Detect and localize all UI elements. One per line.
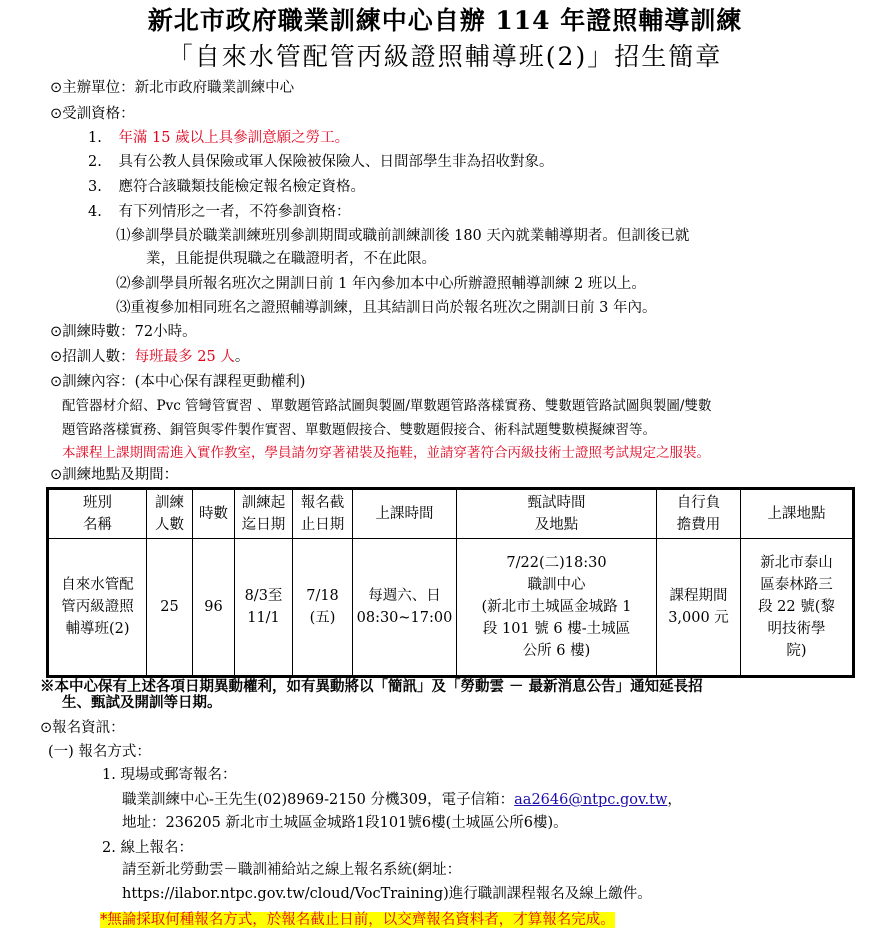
eligibility-item-4: 4. 有下列情形之一者，不符參訓資格： xyxy=(88,204,351,220)
cell-fee: 課程期間 3,000 元 xyxy=(657,539,741,677)
cell-deadline: 7/18 (五) xyxy=(293,539,353,677)
registration-address: 地址：236205 新北市土城區金城路1段101號6樓(土城區公所6樓)。 xyxy=(122,815,568,831)
eligibility-subitem-1: ⑴參訓學員於職業訓練班別參訓期間或職前訓練訓後 180 天內就業輔導期者。但訓後已就 xyxy=(116,228,690,244)
header-trainees: 訓練 人數 xyxy=(147,489,193,539)
cell-location: 新北市泰山 區泰林路三 段 22 號(黎 明技術學 院) xyxy=(741,539,854,677)
registration-contact: 職業訓練中心-王先生(02)8969-2150 分機309，電子信箱：aa2646@ntpc.gov.tw， xyxy=(122,792,682,808)
bullet-icon: ⊙ xyxy=(50,106,63,122)
organizer-line xyxy=(50,77,294,99)
eligibility-item-3: 3. 應符合該職類技能檢定報名檢定資格。 xyxy=(88,179,365,195)
cell-hours: 96 xyxy=(193,539,235,677)
bullet-icon: ⊙ xyxy=(50,349,63,365)
cell-trainees: 25 xyxy=(147,539,193,677)
header-deadline: 報名截 止日期 xyxy=(293,489,353,539)
eligibility-heading: ⊙受訓資格： xyxy=(50,106,135,122)
schedule-heading: ⊙訓練地點及期間： xyxy=(50,467,179,483)
bullet-icon: ⊙ xyxy=(50,467,63,483)
training-quota: ⊙招訓人數：每班最多 25 人。 xyxy=(50,349,250,365)
content-heading: ⊙訓練內容：(本中心保有課程更動權利) xyxy=(50,374,306,390)
registration-method-heading: (一) 報名方式： xyxy=(48,744,151,760)
footnote-line-2: 生、甄試及開訓等日期。 xyxy=(62,694,222,711)
cell-exam: 7/22(二)18:30 職訓中心 (新北市土城區金城路 1 段 101 號 6 樓-土城區 公所 6 樓) xyxy=(457,539,657,677)
content-line-2: 題管路落樣實務、銅管與零件製作實習、單數題假接合、雙數題假接合、術科試題雙數模擬練習等。 xyxy=(62,422,656,438)
header-fee: 自行負 擔費用 xyxy=(657,489,741,539)
registration-onsite-title: 1. 現場或郵寄報名： xyxy=(102,767,237,783)
cell-period: 8/3至 11/1 xyxy=(235,539,293,677)
registration-online-line-2: https://ilabor.ntpc.gov.tw/cloud/VocTraining)進行職訓課程報名及線上繳件。 xyxy=(122,886,652,902)
content-line-1: 配管器材介紹、Pvc 管彎管實習 、單數題管路試圖與製圖/單數題管路落樣實務、雙數題管路試圖與製圖/雙數 xyxy=(62,398,712,414)
training-hours: ⊙訓練時數：72小時。 xyxy=(50,324,197,340)
page-subtitle: 「自來水管配管丙級證照輔導班(2)」招生簡章 xyxy=(167,42,723,71)
cell-class-time: 每週六、日 08:30~17:00 xyxy=(353,539,457,677)
organizer-text: 主辦單位：新北市政府職業訓練中心 xyxy=(62,80,295,96)
eligibility-subitem-3: ⑶重複參加相同班名之證照輔導訓練，且其結訓日尚於報名班次之開訓日前 3 年內。 xyxy=(116,300,657,316)
registration-notice: *無論採取何種報名方式，於報名截止日前，以交齊報名資料者，才算報名完成。 xyxy=(100,912,615,928)
footnote-line-1: ※本中心保有上述各項日期異動權利，如有異動將以「簡訊」及「勞動雲 － 最新消息公告」通知延長招 xyxy=(40,678,703,695)
eligibility-item-1: 1. 年滿 15 歲以上具參訓意願之勞工。 xyxy=(88,130,350,146)
header-class-time: 上課時間 xyxy=(353,489,457,539)
table-row xyxy=(48,539,854,677)
bullet-icon: ⊙ xyxy=(50,374,63,390)
header-class-name: 班別 名稱 xyxy=(48,489,147,539)
content-notice: 本課程上課期間需進入實作教室，學員請勿穿著裙裝及拖鞋，並請穿著符合丙級技術士證照考試規定之服裝。 xyxy=(62,445,710,461)
page-title: 新北市政府職業訓練中心自辦 114 年證照輔導訓練 xyxy=(147,6,743,35)
header-hours: 時數 xyxy=(193,489,235,539)
bullet-icon: ⊙ xyxy=(40,720,53,736)
header-period: 訓練起 迄日期 xyxy=(235,489,293,539)
cell-class-name: 自來水管配 管丙級證照 輔導班(2) xyxy=(48,539,147,677)
table-header-row xyxy=(48,489,854,539)
header-location: 上課地點 xyxy=(741,489,854,539)
eligibility-subitem-2: ⑵參訓學員所報名班次之開訓日前 1 年內參加本中心所辦證照輔導訓練 2 班以上。 xyxy=(116,276,646,292)
email-link[interactable]: aa2646@ntpc.gov.tw xyxy=(514,792,668,808)
eligibility-item-2: 2. 具有公教人員保險或軍人保險被保險人、日間部學生非為招收對象。 xyxy=(88,154,554,170)
registration-online-title: 2. 線上報名： xyxy=(102,840,193,856)
registration-heading: ⊙報名資訊： xyxy=(40,720,125,736)
bullet-icon: ⊙ xyxy=(50,324,63,340)
header-exam: 甄試時間 及地點 xyxy=(457,489,657,539)
bullet-icon: ⊙ xyxy=(50,80,63,96)
eligibility-subitem-1-cont: 業，且能提供現職之在職證明者，不在此限。 xyxy=(146,251,436,267)
schedule-table xyxy=(46,487,855,678)
registration-online-line-1: 請至新北勞動雲－職訓補給站之線上報名系統(網址： xyxy=(122,862,462,878)
